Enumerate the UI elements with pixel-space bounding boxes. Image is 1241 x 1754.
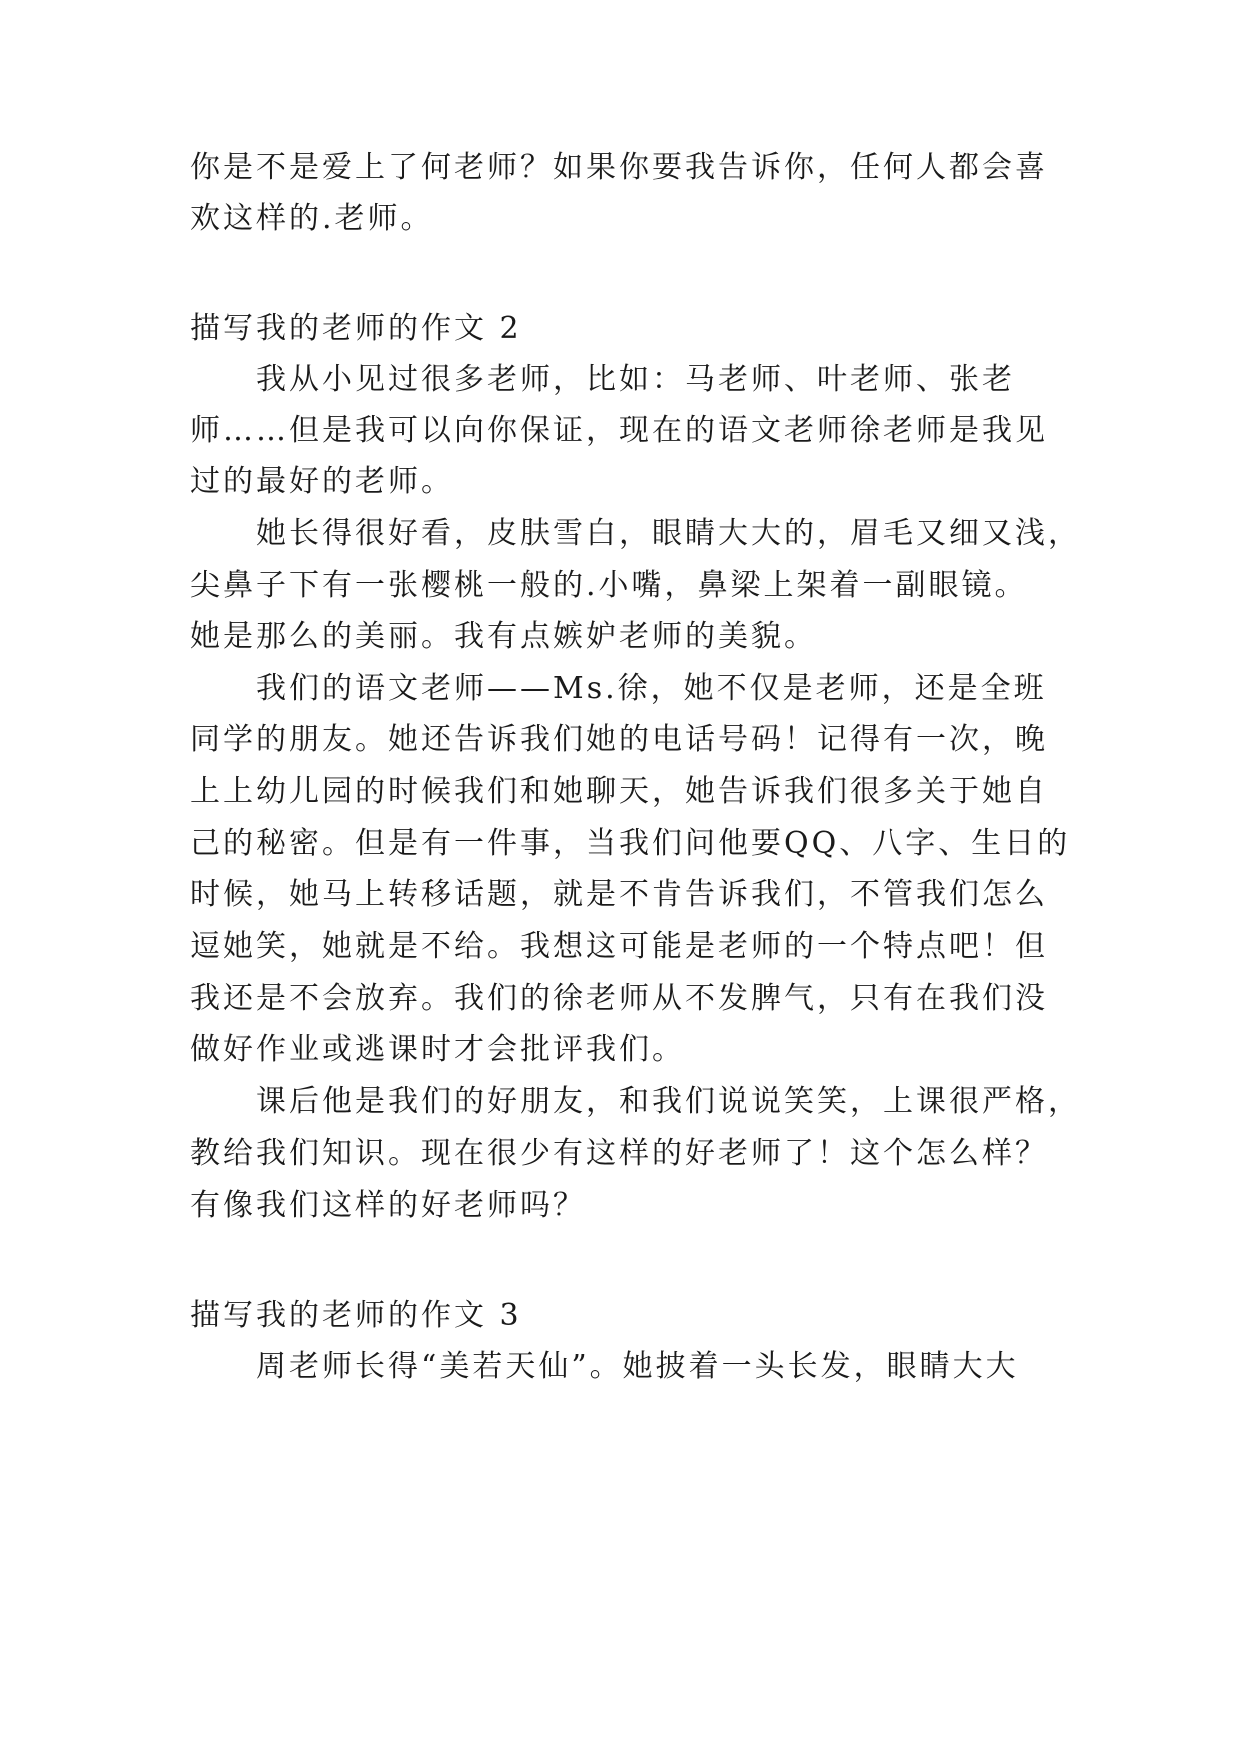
section-2-p3-line-5: 时候，她马上转移话题，就是不肯告诉我们，不管我们怎么: [190, 877, 1048, 912]
section-2-heading: 描写我的老师的作文 2: [190, 311, 522, 346]
intro-line-2: 欢这样的.老师。: [190, 201, 434, 236]
intro-line-1: 你是不是爱上了何老师？如果你要我告诉你，任何人都会喜: [190, 150, 1048, 185]
section-2-p4-line-2: 教给我们知识。现在很少有这样的好老师了！这个怎么样？: [190, 1136, 1048, 1171]
section-2-p2-line-2: 尖鼻子下有一张樱桃一般的.小嘴，鼻梁上架着一副眼镜。: [190, 568, 1028, 603]
section-2-p3-line-7: 我还是不会放弃。我们的徐老师从不发脾气，只有在我们没: [190, 981, 1048, 1016]
section-2-p2-line-1: 她长得很好看，皮肤雪白，眼睛大大的，眉毛又细又浅，: [256, 516, 1081, 551]
section-2-p2-line-3: 她是那么的美丽。我有点嫉妒老师的美貌。: [190, 619, 817, 654]
section-2-p3-line-8: 做好作业或逃课时才会批评我们。: [190, 1032, 685, 1067]
section-2-p3-line-3: 上上幼儿园的时候我们和她聊天，她告诉我们很多关于她自: [190, 774, 1048, 809]
section-2-p3-line-2: 同学的朋友。她还告诉我们她的电话号码！记得有一次，晚: [190, 722, 1048, 757]
section-2-p3-line-6: 逗她笑，她就是不给。我想这可能是老师的一个特点吧！但: [190, 929, 1048, 964]
section-2-p1-line-3: 过的最好的老师。: [190, 464, 454, 499]
section-2-p3-line-4: 己的秘密。但是有一件事，当我们问他要QQ、八字、生日的: [190, 826, 1071, 861]
section-2-p1-line-1: 我从小见过很多老师，比如：马老师、叶老师、张老: [256, 362, 1015, 397]
section-2-p4-line-1: 课后他是我们的好朋友，和我们说说笑笑，上课很严格，: [256, 1084, 1081, 1119]
section-2-p4-line-3: 有像我们这样的好老师吗？: [190, 1188, 586, 1223]
section-3-heading: 描写我的老师的作文 3: [190, 1298, 522, 1333]
section-3-p1-line-1: 周老师长得“美若天仙”。她披着一头长发，眼睛大大: [256, 1349, 1019, 1384]
section-2-p1-line-2: 师……但是我可以向你保证，现在的语文老师徐老师是我见: [190, 413, 1048, 448]
section-2-p3-line-1: 我们的语文老师——Ms.徐，她不仅是老师，还是全班: [256, 671, 1047, 706]
